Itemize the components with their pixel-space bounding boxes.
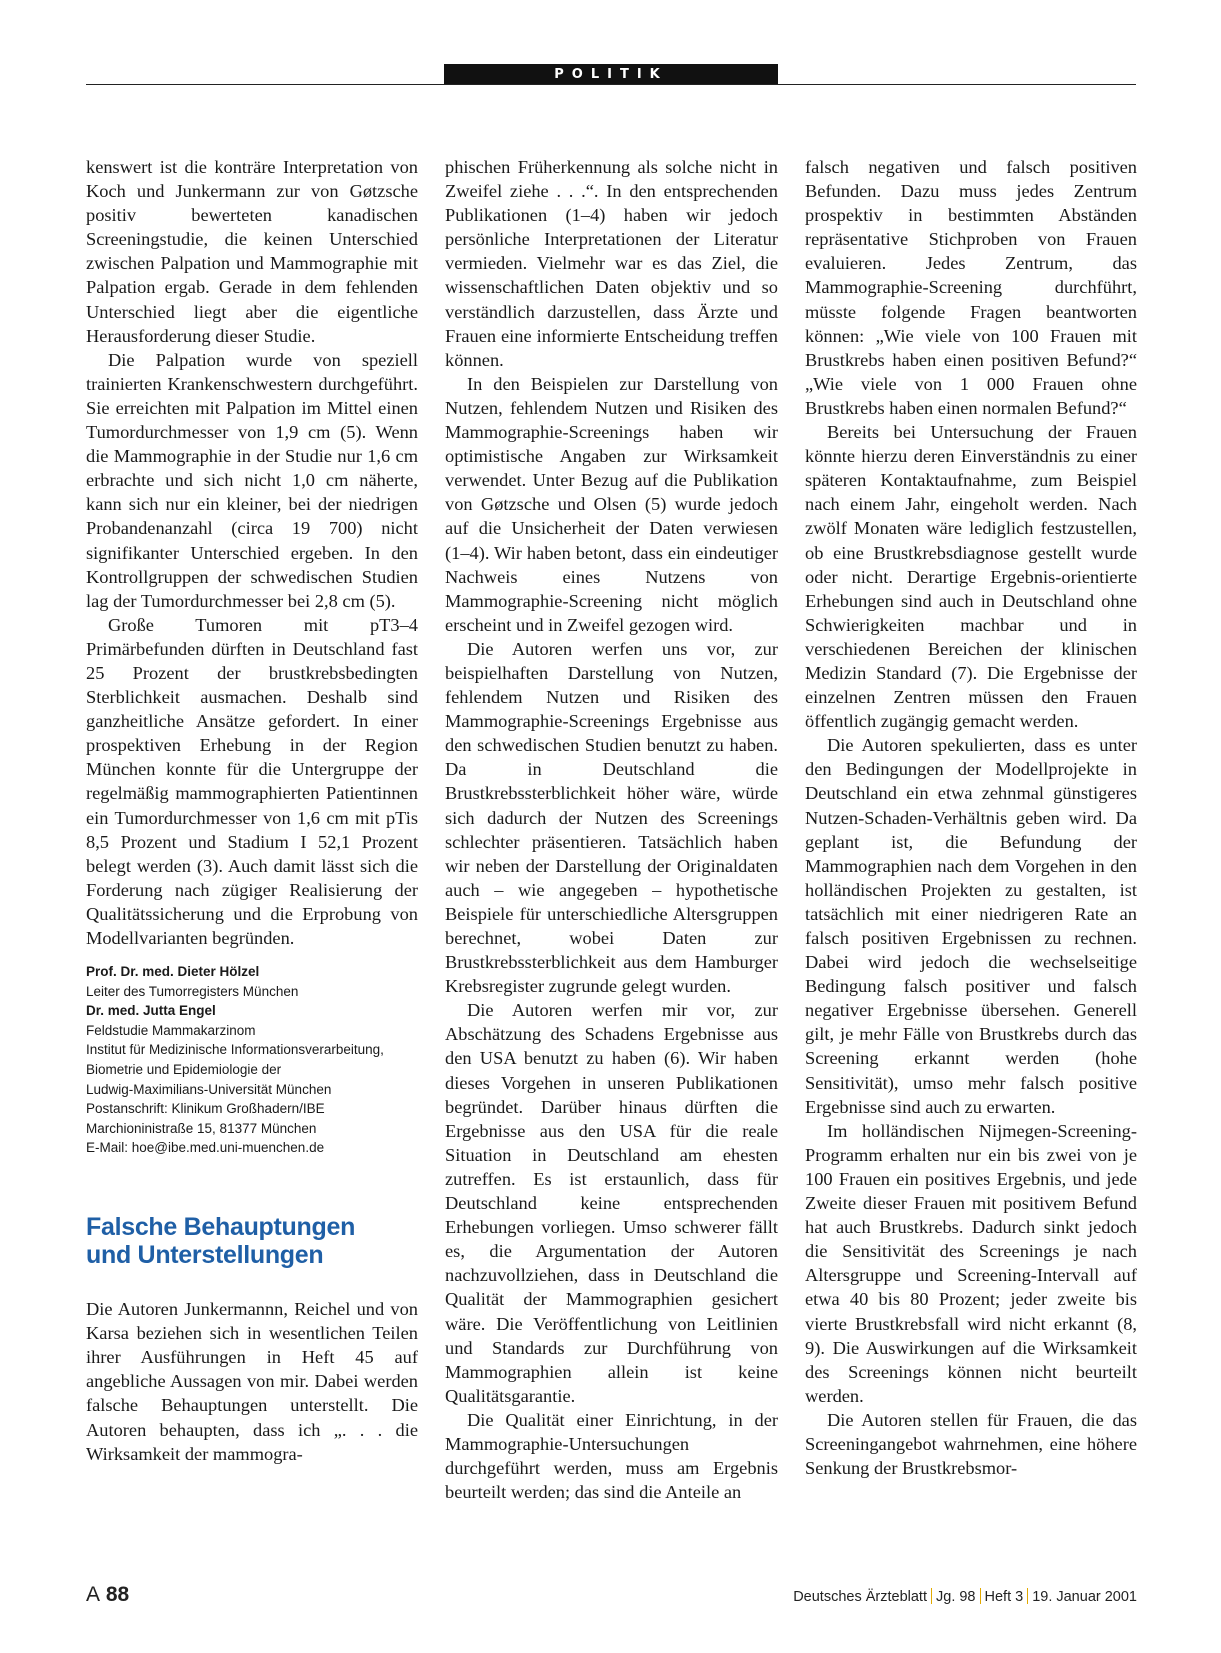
paragraph: Die Autoren werfen uns vor, zur beispielhaften Darstellung von Nutzen, fehlendem Nutzen und Risiken des Mammographie-Screenings Ergebnisse aus den schwedischen Studien benutzt zu haben. Da in Deutschland die Brustkrebssterblichkeit höher wäre, würde sich dadurch der Nutzen des Screenings schlechter präsentieren. Tatsächlich haben wir neben der Darstellung der Originaldaten auch – wie angegeben – hypothetische Beispiele für unterschiedliche Altersgruppen berechnet, wobei Daten zur Brustkrebssterblichkeit aus dem Hamburger Krebsregister zugrunde gelegt wurden. [445, 638, 778, 997]
column-3 [805, 155, 1137, 1480]
paragraph: phischen Früherkennung als solche nicht in Zweifel ziehe . . .“. In den entsprechenden Publikationen (1–4) haben wir jedoch persönliche Interpretationen der Literatur vermieden. Vielmehr war es das Ziel, die wissenschaftlichen Daten objektiv und so verständlich darzustellen, dass Ärzte und Frauen eine informierte Entscheidung treffen können. [445, 157, 778, 370]
paragraph: Die Autoren stellen für Frauen, die das Screeningangebot wahrnehmen, eine höhere Senkung der Brustkrebsmor- [805, 1409, 1137, 1479]
footer-divider [980, 1588, 981, 1604]
headline-line: Falsche Behauptungen [86, 1213, 356, 1242]
headline-line: und Unterstellungen [86, 1241, 324, 1270]
paragraph: Bereits bei Untersuchung der Frauen könnte hierzu deren Einverständnis zu einer späteren Kontaktaufnahme, zum Beispiel nach einem Jahr, eingeholt werden. Nach zwölf Monaten wäre lediglich festzustellen, ob eine Brustkrebsdiagnose gestellt wurde oder nicht. Derartige Ergebnis-orientierte Erhebungen sind auch in Deutschland ohne Schwierigkeiten machbar und in verschiedenen Bereichen der klinischen Medizin Standard (7). Die Ergebnisse der einzelnen Zentren müssen den Frauen öffentlich zugängig gemacht werden. [805, 422, 1137, 732]
page-number [86, 1583, 129, 1607]
author-role: Leiter des Tumorregisters München [86, 983, 299, 999]
article-headline [86, 1213, 418, 1269]
page-prefix: A [86, 1583, 101, 1606]
column-2 [445, 155, 778, 1504]
paragraph: Die Qualität einer Einrichtung, in der Mammographie-Untersuchungen durchgeführt werden, muss am Ergebnis beurteilt werden; das sind die Anteile an [445, 1409, 778, 1503]
author-street: Marchioninistraße 15, 81377 München [86, 1120, 317, 1136]
page-number-value: 88 [105, 1583, 130, 1606]
paragraph: Die Palpation wurde von speziell trainierten Krankenschwestern durchgeführt. Sie erreichten mit Palpation im Mittel einen Tumordurchmesser von 1,9 cm (5). Wenn die Mammographie in der Studie nur 1,6 cm erbrachte und sich nicht 1,0 cm näherte, kann sich nur ein kleiner, bei der niedrigen Probandenanzahl (circa 19 700) nicht signifikanter Unterschied ergeben. In den Kontrollgruppen der schwedischen Studien lag der Tumordurchmesser bei 2,8 cm (5). [86, 349, 418, 611]
paragraph: Große Tumoren mit pT3–4 Primärbefunden dürften in Deutschland fast 25 Prozent der brustkrebsbedingten Sterblichkeit ausmachen. Deshalb sind ganzheitliche Ansätze gefordert. In einer prospektiven Erhebung in der Region München konnte für die Untergruppe der regelmäßig mammographierten Patientinnen ein Tumordurchmesser von 1,6 cm mit pTis 8,5 Prozent und Stadium I 52,1 Prozent belegt werden (3). Auch damit lässt sich die Forderung nach zügiger Realisierung der Qualitätssicherung und die Erprobung von Modellvarianten begründen. [86, 614, 418, 948]
paragraph: Die Autoren spekulierten, dass es unter den Bedingungen der Modellprojekte in Deutschland ein etwa zehnmal günstigeres Nutzen-Schaden-Verhältnis geben wird. Da geplant ist, die Befundung der Mammographien nach dem Vorgehen in den holländischen Projekten zu gestalten, ist tatsächlich mit einer niedrigeren Rate an falsch positiven Ergebnissen zu rechnen. Dabei wird jedoch die wechselseitige Bedingung falsch positiver und falsch negativer Ergebnisse übersehen. Generell gilt, je mehr Fälle von Brustkrebs durch das Screening erkannt werden (hohe Sensitivität), umso mehr falsch positive Ergebnisse sind auch zu erwarten. [805, 735, 1137, 1117]
author-email: E-Mail: hoe@ibe.med.uni-muenchen.de [86, 1140, 325, 1156]
author-postal-address: Postanschrift: Klinikum Großhadern/IBE [86, 1101, 325, 1117]
section-label: POLITIK [444, 64, 778, 85]
author-name: Dr. med. Jutta Engel [86, 1003, 216, 1019]
author-institution: Ludwig-Maximilians-Universität München [86, 1081, 332, 1097]
journal-info [793, 1588, 1137, 1605]
author-role: Feldstudie Mammakarzinom [86, 1022, 256, 1038]
header-rule [86, 84, 1136, 85]
paragraph: Im holländischen Nijmegen-Screening-Programm erhalten nur ein bis zwei von je 100 Frauen ein positives Ergebnis, und jede Zweite dieser Frauen mit positivem Befund hat auch Brustkrebs. Dadurch sinkt jedoch die Sensitivität des Screenings je nach Altersgruppe und Screening-Intervall auf etwa 40 bis 80 Prozent; jeder zweite bis vierte Brustkrebsfall wird nicht erkannt (8, 9). Die Auswirkungen auf die Wirksamkeit des Screenings können nicht beurteilt werden. [805, 1120, 1137, 1406]
author-block [86, 962, 418, 1158]
footer-divider [931, 1588, 932, 1604]
journal-issue: Heft 3 [984, 1589, 1024, 1605]
author-institution: Biometrie und Epidemiologie der [86, 1062, 282, 1078]
column-1 [86, 155, 418, 1466]
paragraph: Die Autoren werfen mir vor, zur Abschätzung des Schadens Ergebnisse aus den USA benutzt zu haben (6). Wir haben dieses Vorgehen in unseren Publikationen begründet. Darüber hinaus dürften die Ergebnisse aus den USA für die reale Situation in Deutschland am ehesten zutreffen. Es ist erstaunlich, dass für Deutschland keine entsprechenden Erhebungen vorliegen. Umso schwerer fällt es, die Argumentation der Autoren nachzuvollziehen, dass in Deutschland die Qualität der Mammographien gesichert wäre. Die Veröffentlichung von Leitlinien und Standards zur Durchführung von Mammographien allein ist keine Qualitätsgarantie. [445, 1000, 778, 1406]
paragraph: In den Beispielen zur Darstellung von Nutzen, fehlendem Nutzen und Risiken des Mammographie-Screenings haben wir optimistische Angaben zur Wirksamkeit verwendet. Unter Bezug auf die Publikation von Gøtzsche und Olsen (5) wurde jedoch auf die Unsicherheit der Daten verwiesen (1–4). Wir haben betont, dass ein eindeutiger Nachweis eines Nutzens von Mammographie-Screening nicht möglich erscheint und in Zweifel gezogen wird. [445, 373, 778, 635]
journal-date: 19. Januar 2001 [1032, 1589, 1137, 1605]
journal-name: Deutsches Ärzteblatt [793, 1589, 927, 1605]
paragraph: Die Autoren Junkermannn, Reichel und von Karsa beziehen sich in wesentlichen Teilen ihrer Ausführungen in Heft 45 auf angebliche Aussagen von mir. Dabei werden falsche Behauptungen unterstellt. Die Autoren behaupten, dass ich „. . . die Wirksamkeit der mammogra- [86, 1299, 418, 1464]
footer-divider [1027, 1588, 1028, 1604]
paragraph: falsch negativen und falsch positiven Befunden. Dazu muss jedes Zentrum prospektiv in bestimmten Abständen repräsentative Stichproben von Frauen evaluieren. Jedes Zentrum, das Mammographie-Screening durchführt, müsste folgende Fragen beantworten können: „Wie viele von 100 Frauen mit Brustkrebs haben einen positiven Befund?“ „Wie viele von 1 000 Frauen ohne Brustkrebs haben einen normalen Befund?“ [805, 157, 1137, 418]
paragraph: kenswert ist die konträre Interpretation von Koch und Junkermann zur von Gøtzsche positiv bewerteten kanadischen Screeningstudie, die keinen Unterschied zwischen Palpation und Mammographie mit Palpation ergab. Gerade in dem fehlenden Unterschied liegt aber die eigentliche Herausforderung dieser Studie. [86, 157, 418, 346]
author-name: Prof. Dr. med. Dieter Hölzel [86, 964, 260, 980]
journal-volume: Jg. 98 [936, 1589, 976, 1605]
author-institution: Institut für Medizinische Informationsverarbeitung, [86, 1042, 384, 1058]
